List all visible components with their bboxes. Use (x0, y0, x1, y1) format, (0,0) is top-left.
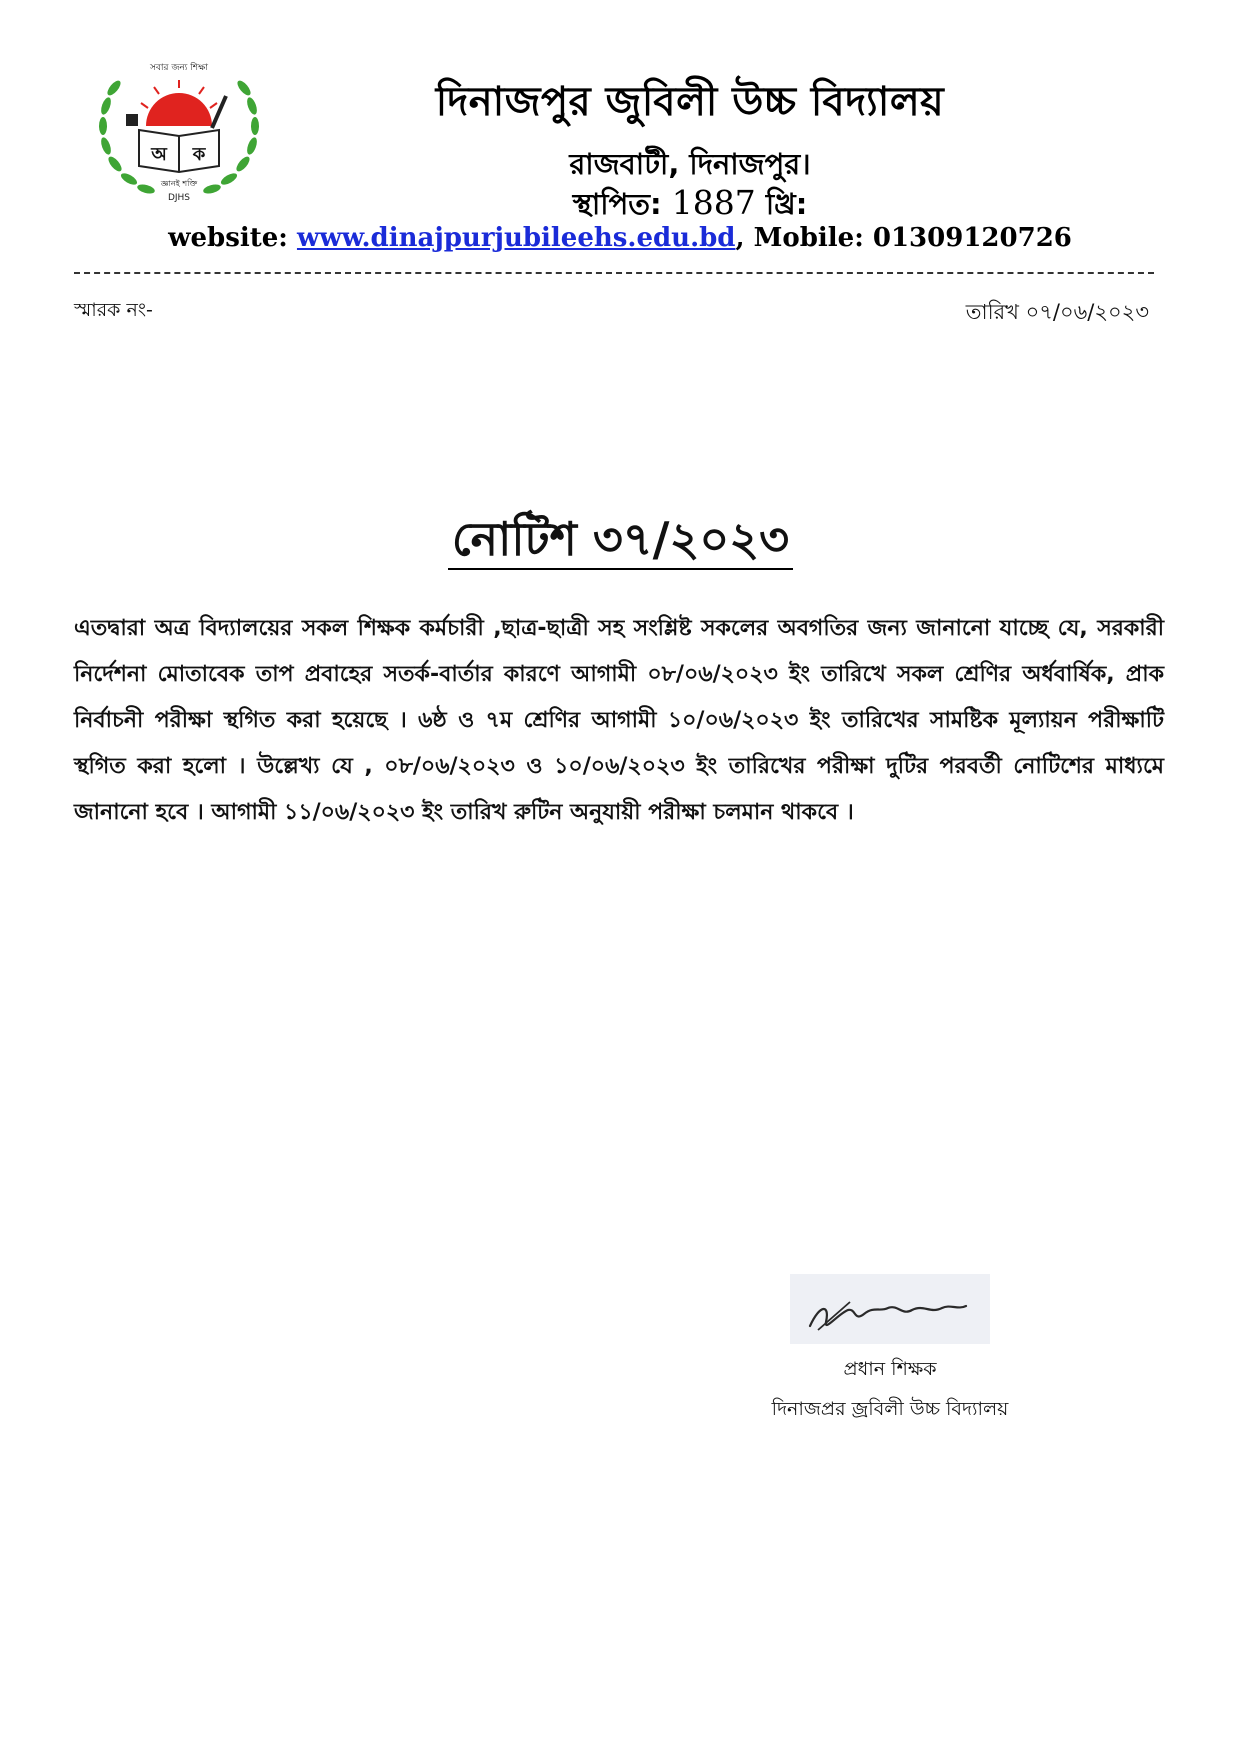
ink-pot-icon (126, 114, 138, 126)
contact-line (120, 223, 1120, 253)
svg-text:অ: অ (151, 144, 167, 165)
school-address: রাজবাটী, দিনাজপুর। (569, 147, 811, 181)
notice-title-text: নোটিশ ৩৭/২০২৩ (448, 512, 793, 570)
header-divider (74, 272, 1154, 274)
mobile-label: , Mobile: (735, 223, 864, 253)
signatory-school: দিনাজপ্রর জ্রবিলী উচ্চ বিদ্যালয় (771, 1398, 1009, 1420)
mobile-number: 01309120726 (872, 223, 1072, 253)
website-link[interactable]: www.dinajpurjubileehs.edu.bd (296, 223, 736, 253)
established-year: 1887 (671, 183, 756, 222)
notice-title (0, 505, 1241, 581)
school-logo (84, 48, 274, 208)
notice-date: তারিখ ০৭/০৬/২০২৩ (965, 300, 1149, 324)
signatory-title: প্রধান শিক্ষক (843, 1358, 937, 1380)
svg-text:সবার জন্য শিক্ষা: সবার জন্য শিক্ষা (149, 63, 209, 73)
pen-icon (212, 96, 226, 128)
school-name: দিনাজপুর জুবিলী উচ্চ বিদ্যালয় (435, 79, 945, 125)
website-label: website: (168, 223, 288, 253)
notice-body: এতদ্বারা অত্র বিদ্যালয়ের সকল শিক্ষক কর্মচারী ,ছাত্র-ছাত্রী সহ সংশ্লিষ্ট সকলের অবগতির জন্য জানানো যাচ্ছে যে, সরকারী নির্দেশনা মোতাবেক তাপ প্রবাহের সতর্ক-বার্তার কারণে আগামী ০৮/০৬/২০২৩ ইং তারিখে সকল শ্রেণির অর্ধবার্ষিক, প্রাক নির্বাচনী পরীক্ষা স্থগিত করা হয়েছে । ৬ষ্ঠ ও ৭ম শ্রেণির আগামী ১০/০৬/২০২৩ ইং তারিখের সামষ্টিক মূল্যায়ন পরীক্ষাটি স্থগিত করা হলো । উল্লেখ্য যে , ০৮/০৬/২০২৩ ও ১০/০৬/২০২৩ ইং তারিখের পরীক্ষা দুটির পরবর্তী নোটিশের মাধ্যমে জানানো হবে । আগামী ১১/০৬/২০২৩ ইং তারিখ রুটিন অনুযায়ী পরীক্ষা চলমান থাকবে । (74, 616, 1164, 825)
established-label: স্থাপিত: (572, 187, 662, 221)
memo-number: স্মারক নং- (74, 299, 153, 321)
established-suffix: খ্রি: (765, 187, 808, 221)
svg-text:জ্ঞানই শক্তি: জ্ঞানই শক্তি (160, 179, 198, 188)
svg-text:DJHS: DJHS (167, 193, 191, 203)
svg-text:ক: ক (192, 144, 206, 165)
signature-image (790, 1274, 990, 1344)
